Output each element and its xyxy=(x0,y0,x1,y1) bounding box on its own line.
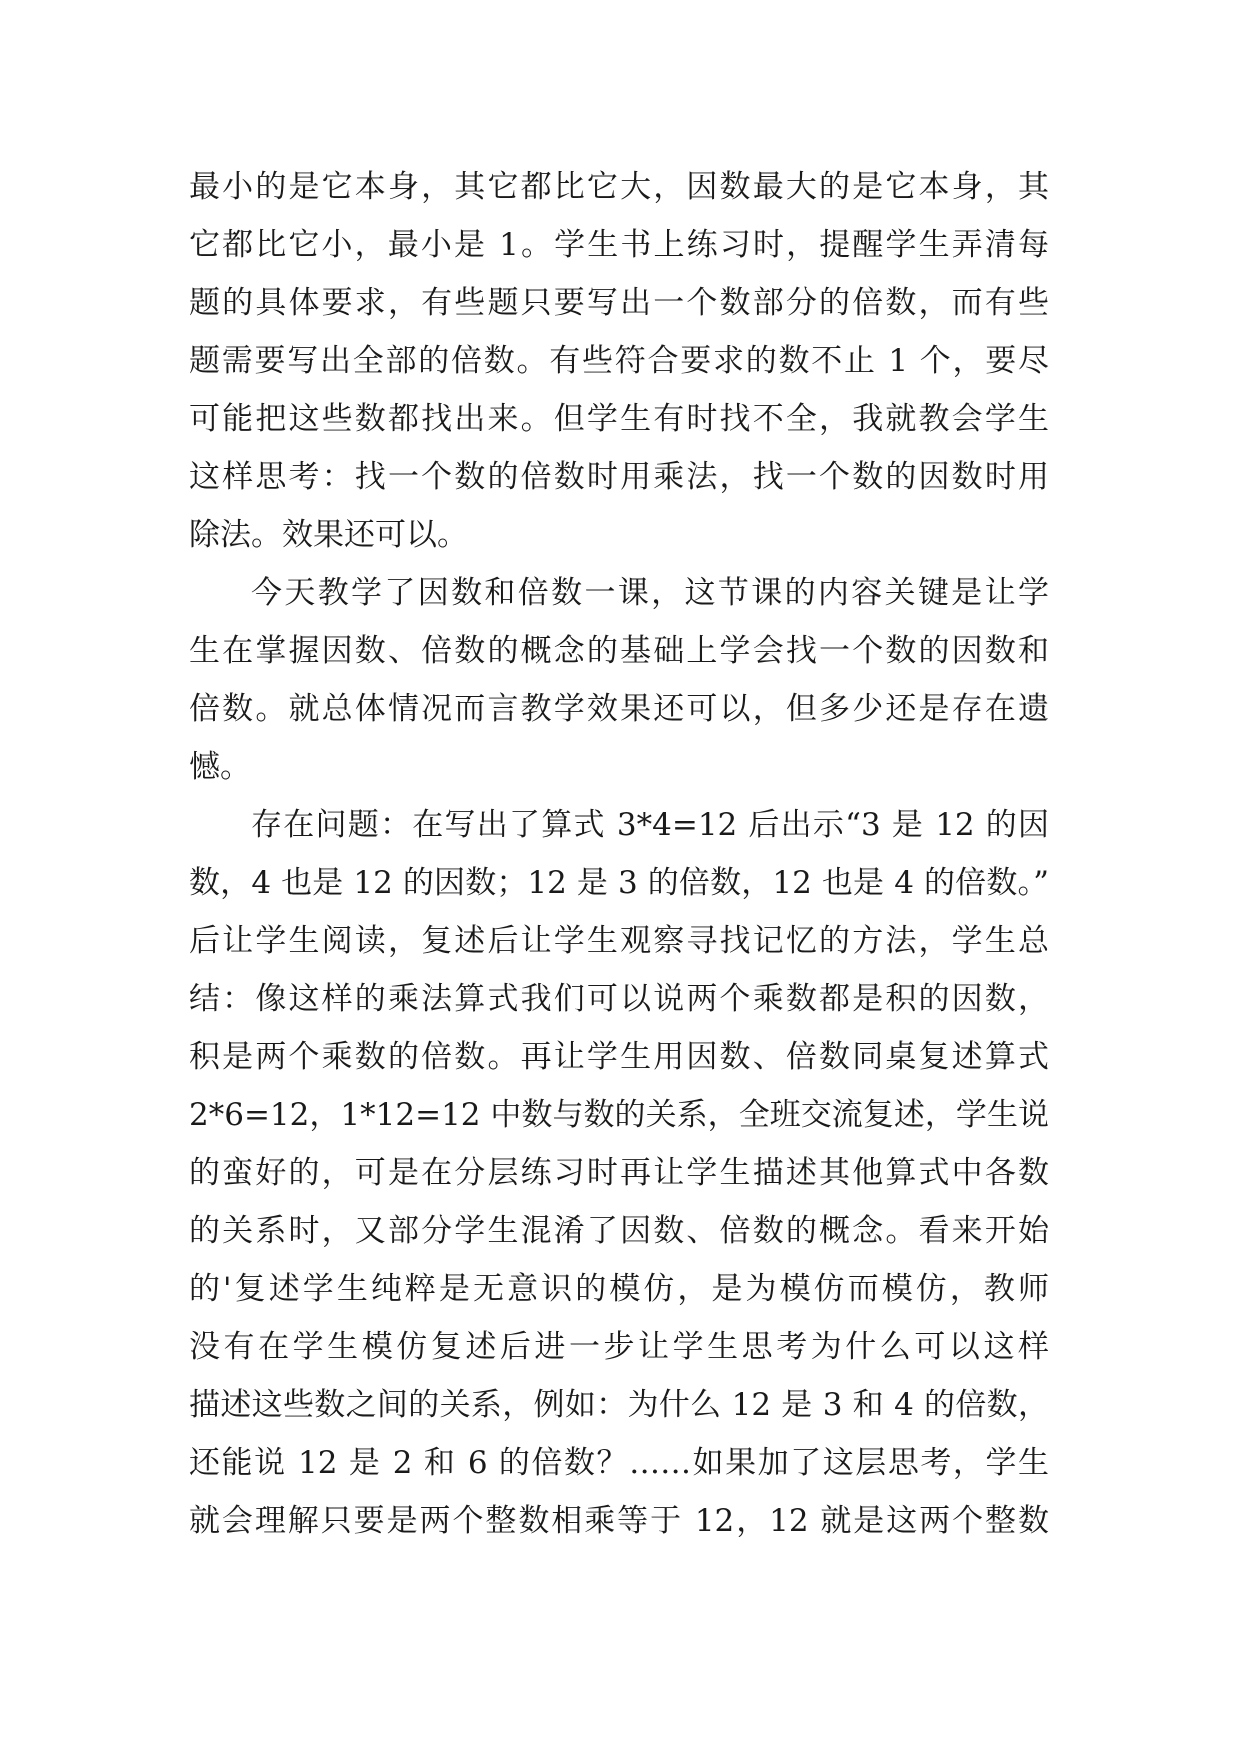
text-line: 就会理解只要是两个整数相乘等于 12，12 就是这两个整数 xyxy=(189,1503,1049,1539)
text-line: 的关系时，又部分学生混淆了因数、倍数的概念。看来开始 xyxy=(189,1213,1049,1249)
text-line: 后让学生阅读，复述后让学生观察寻找记忆的方法，学生总 xyxy=(189,923,1049,959)
text-line: 的蛮好的，可是在分层练习时再让学生描述其他算式中各数 xyxy=(189,1155,1049,1191)
text-line: 没有在学生模仿复述后进一步让学生思考为什么可以这样 xyxy=(189,1329,1049,1365)
text-line: 这样思考：找一个数的倍数时用乘法，找一个数的因数时用 xyxy=(189,459,1049,495)
text-line: 除法。效果还可以。 xyxy=(189,517,468,553)
text-line: 今天教学了因数和倍数一课，这节课的内容关键是让学 xyxy=(251,575,1049,611)
text-line: 2*6=12，1*12=12 中数与数的关系，全班交流复述，学生说 xyxy=(189,1097,1049,1133)
text-line: 倍数。就总体情况而言教学效果还可以，但多少还是存在遗 xyxy=(189,691,1049,727)
text-line: 最小的是它本身，其它都比它大，因数最大的是它本身，其 xyxy=(189,169,1049,205)
text-line: 它都比它小，最小是 1。学生书上练习时，提醒学生弄清每 xyxy=(189,227,1049,263)
text-line: 存在问题：在写出了算式 3*4=12 后出示“3 是 12 的因 xyxy=(251,807,1049,843)
text-line: 憾。 xyxy=(189,749,251,785)
text-line: 描述这些数之间的关系，例如：为什么 12 是 3 和 4 的倍数， xyxy=(189,1387,1049,1423)
text-line: 生在掌握因数、倍数的概念的基础上学会找一个数的因数和 xyxy=(189,633,1049,669)
text-line: 题需要写出全部的倍数。有些符合要求的数不止 1 个，要尽 xyxy=(189,343,1049,379)
body-text xyxy=(189,158,1049,1550)
text-line: 数，4 也是 12 的因数；12 是 3 的倍数，12 也是 4 的倍数。” xyxy=(189,865,1049,901)
text-line: 还能说 12 是 2 和 6 的倍数？……如果加了这层思考，学生 xyxy=(189,1445,1049,1481)
text-line: 积是两个乘数的倍数。再让学生用因数、倍数同桌复述算式 xyxy=(189,1039,1049,1075)
text-line: 题的具体要求，有些题只要写出一个数部分的倍数，而有些 xyxy=(189,285,1049,321)
text-line: 的'复述学生纯粹是无意识的模仿，是为模仿而模仿，教师 xyxy=(189,1271,1049,1307)
text-line: 结：像这样的乘法算式我们可以说两个乘数都是积的因数， xyxy=(189,981,1049,1017)
text-line: 可能把这些数都找出来。但学生有时找不全，我就教会学生 xyxy=(189,401,1049,437)
